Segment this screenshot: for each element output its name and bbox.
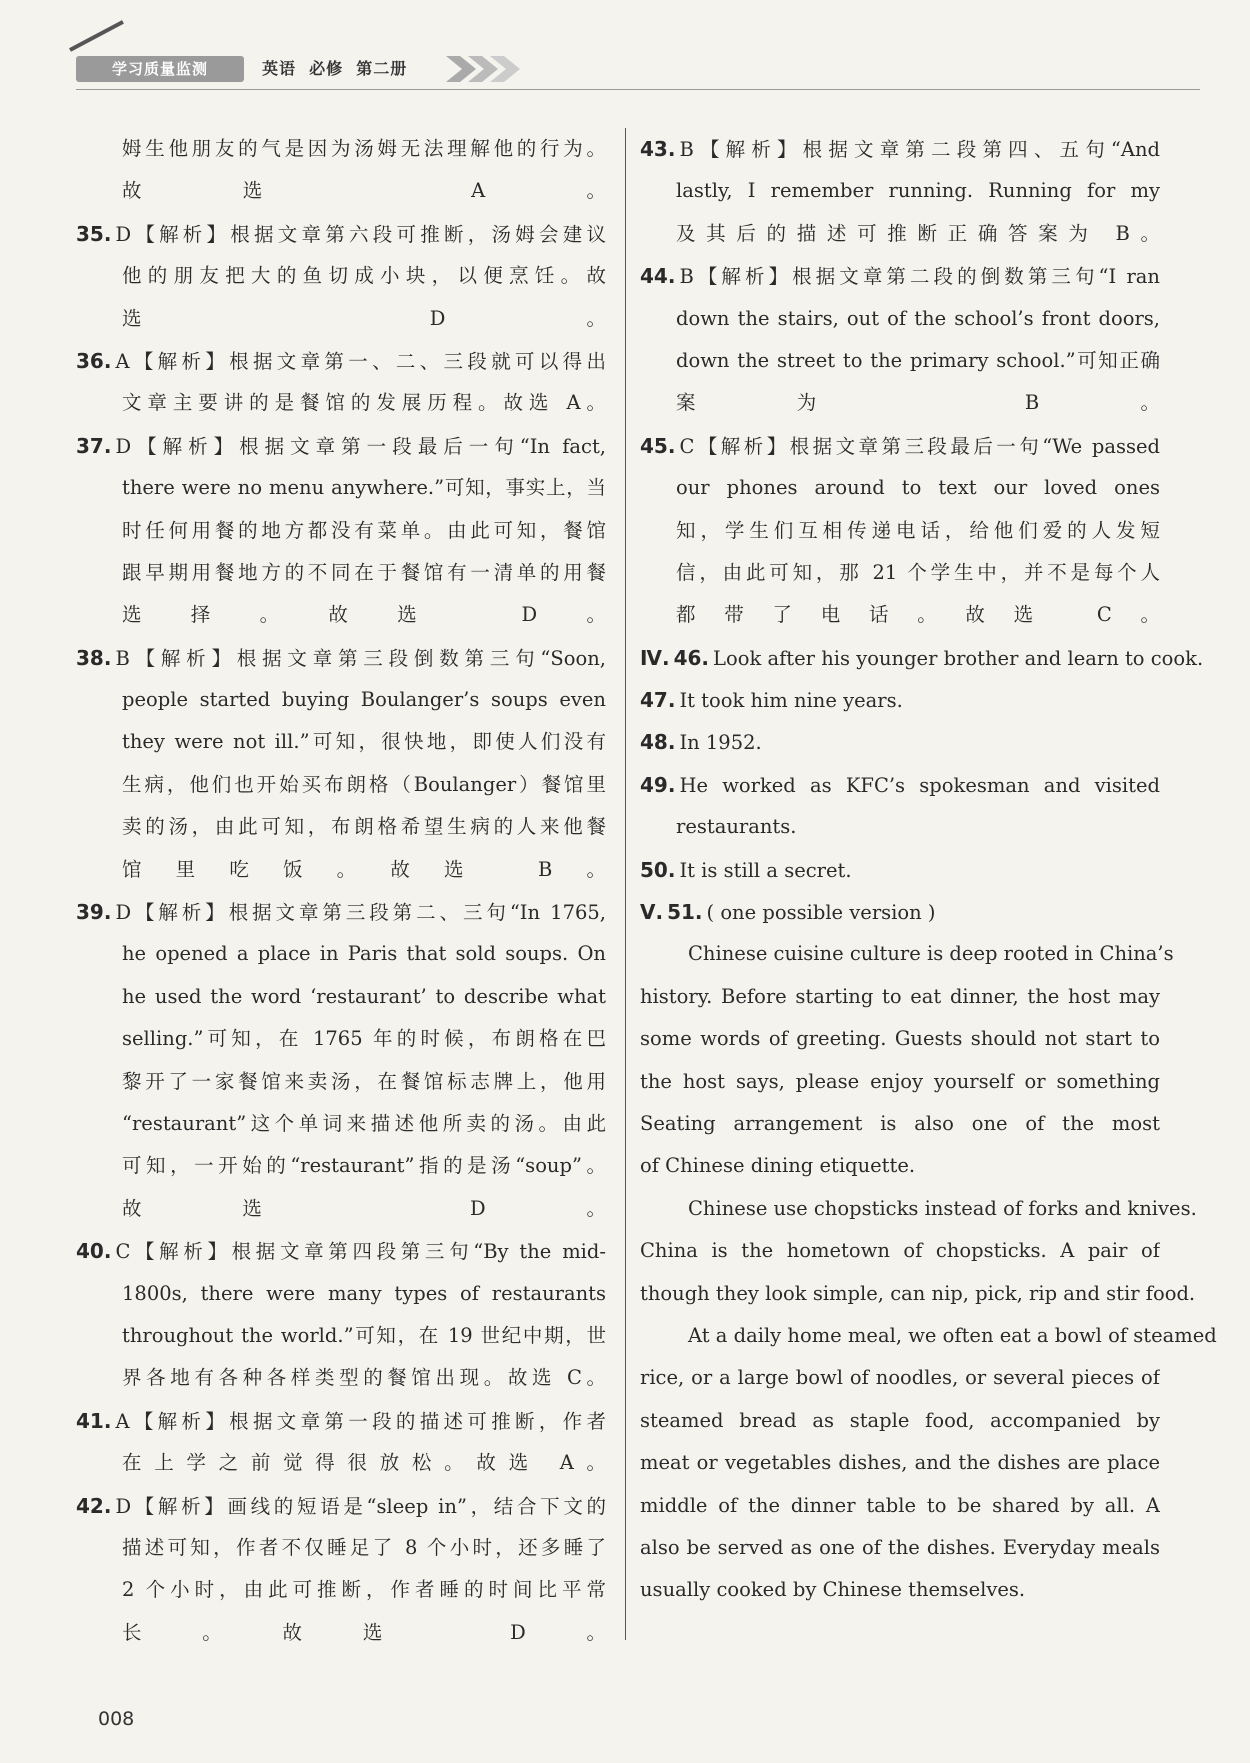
line-text: 文章主要讲的是餐馆的发展历程。故选 A。: [122, 391, 606, 415]
line-text: of Chinese dining etiquette.: [640, 1154, 916, 1178]
question-number: 47.: [640, 688, 676, 713]
answer-item: [640, 637, 1204, 679]
text-line: [76, 128, 606, 170]
text-line: [640, 467, 1160, 509]
line-text: D【解析】画线的短语是“sleep in”，结合下文的: [115, 1494, 606, 1518]
line-text: some words of greeting. Guests should not start to: [640, 1027, 1160, 1051]
line-text: he opened a place in Paris that sold soups. On: [122, 942, 606, 966]
line-text: A【解析】根据文章第一、二、三段就可以得出: [115, 349, 606, 373]
answer-item: [76, 425, 606, 467]
question-number: 51.: [667, 900, 703, 925]
text-line: [640, 1442, 1160, 1484]
line-text: 描述可知，作者不仅睡足了 8 个小时，还多睡了: [122, 1535, 606, 1559]
section-numeral: Ⅴ.: [640, 900, 664, 925]
line-text: He worked as KFC’s spokesman and visited: [679, 773, 1160, 797]
header-rule: [76, 89, 1200, 90]
text-line: [640, 1569, 1160, 1611]
line-text: China is the hometown of chopsticks. A pair of: [640, 1239, 1160, 1263]
text-line: [76, 382, 606, 424]
line-text: It took him nine years.: [679, 689, 903, 713]
line-text: 故选 A。: [122, 179, 606, 203]
line-text: selling.”可知，在 1765 年的时候，布朗格在巴: [122, 1027, 606, 1051]
text-line: [640, 1485, 1160, 1527]
text-line: [640, 552, 1160, 594]
line-text: 1800s, there were many types of restaurants: [122, 1281, 606, 1305]
question-number: 37.: [76, 433, 112, 458]
line-text: our phones around to text our loved ones: [676, 476, 1160, 500]
answer-item: [76, 637, 606, 679]
line-text: Look after his younger brother and learn to cook.: [713, 646, 1204, 670]
answer-item: [640, 891, 1160, 933]
line-text: 及其后的描述可推断正确答案为 B。: [676, 221, 1160, 245]
question-number: 41.: [76, 1408, 112, 1433]
line-text: steamed bread as staple food, accompanied by: [640, 1408, 1160, 1432]
line-text: Chinese cuisine culture is deep rooted in China’s: [688, 942, 1174, 966]
text-line: [640, 976, 1160, 1018]
line-text: history. Before starting to eat dinner, the host may: [640, 984, 1160, 1008]
answer-item: [640, 849, 1160, 891]
line-text: “restaurant”这个单词来描述他所卖的汤。由此: [122, 1111, 606, 1135]
answer-item: [640, 128, 1160, 170]
line-text: meat or vegetables dishes, and the dishes are place: [640, 1451, 1160, 1475]
line-text: Seating arrangement is also one of the most: [640, 1111, 1160, 1135]
line-text: D【解析】根据文章第六段可推断，汤姆会建议: [115, 222, 606, 246]
line-text: 选 D。: [122, 306, 606, 330]
question-number: 39.: [76, 900, 112, 925]
pencil-icon: [69, 20, 124, 52]
subject-title: 英语 必修 第二册: [262, 59, 408, 78]
line-text: 2 个小时，由此可推断，作者睡的时间比平常: [122, 1578, 606, 1602]
text-line: [76, 1103, 606, 1145]
line-text: 知，学生们互相传递电话，给他们爱的人发短: [676, 518, 1160, 542]
line-text: 案为 B。: [676, 391, 1160, 415]
question-number: 45.: [640, 433, 676, 458]
answer-item: [76, 1230, 606, 1272]
chevron-arrows-icon: [446, 56, 546, 82]
line-text: 信，由此可知，那 21 个学生中，并不是每个人: [676, 560, 1160, 584]
line-text: 在上学之前觉得很放松。故选 A。: [122, 1451, 606, 1475]
answer-item: [640, 679, 1160, 721]
text-line: [640, 1273, 1196, 1315]
question-number: 48.: [640, 730, 676, 755]
line-text: usually cooked by Chinese themselves.: [640, 1578, 1026, 1602]
text-line: [76, 1018, 606, 1060]
line-text: they were not ill.”可知，很快地，即使人们没有: [122, 730, 606, 754]
text-line: [640, 213, 1160, 255]
answer-item: [640, 764, 1160, 806]
question-number: 40.: [76, 1239, 112, 1264]
text-line: [76, 1569, 606, 1611]
line-text: B【解析】根据文章第三段倒数第三句“Soon,: [115, 646, 606, 670]
line-text: 黎开了一家餐馆来卖汤，在餐馆标志牌上，他用: [122, 1069, 606, 1093]
text-line: [640, 806, 1160, 848]
text-line: [76, 552, 606, 594]
series-badge: 学习质量监测: [76, 56, 244, 82]
text-line: [76, 679, 606, 721]
text-line: [76, 849, 606, 891]
line-text: A【解析】根据文章第一段的描述可推断，作者: [115, 1409, 606, 1433]
answer-item: [640, 255, 1160, 297]
line-text: though they look simple, can nip, pick, rip and stir food.: [640, 1281, 1196, 1305]
question-number: 42.: [76, 1493, 112, 1518]
question-number: 35.: [76, 221, 112, 246]
text-line: [640, 1315, 1217, 1357]
line-text: down the stairs, out of the school’s front doors,: [676, 306, 1160, 330]
text-line: [640, 1145, 1160, 1187]
text-line: [76, 1612, 606, 1654]
line-text: rice, or a large bowl of noodles, or several pieces of: [640, 1366, 1160, 1390]
text-line: [640, 1357, 1160, 1399]
line-text: C【解析】根据文章第三段最后一句“We passed: [679, 434, 1160, 458]
text-line: [76, 933, 606, 975]
line-text: 选择。故选 D。: [122, 603, 606, 627]
text-line: [640, 1527, 1160, 1569]
text-line: [640, 933, 1174, 975]
text-line: [76, 976, 606, 1018]
line-text: 跟早期用餐地方的不同在于餐馆有一清单的用餐: [122, 560, 606, 584]
line-text: 时任何用餐的地方都没有菜单。由此可知，餐馆: [122, 518, 606, 542]
text-line: [76, 1273, 606, 1315]
answer-item: [640, 721, 1160, 763]
line-text: D【解析】根据文章第三段第二、三句“In 1765,: [115, 901, 606, 925]
answer-item: [640, 425, 1160, 467]
line-text: 他的朋友把大的鱼切成小块，以便烹饪。故: [122, 264, 606, 288]
text-line: [640, 170, 1160, 212]
text-line: [76, 1527, 606, 1569]
text-line: [76, 1145, 606, 1187]
text-line: [640, 298, 1160, 340]
line-text: there were no menu anywhere.”可知，事实上，当: [122, 476, 606, 500]
line-text: 姆生他朋友的气是因为汤姆无法理解他的行为。: [122, 137, 606, 160]
line-text: throughout the world.”可知，在 19 世纪中期，世: [122, 1323, 606, 1347]
text-line: [640, 340, 1160, 382]
page-number: 008: [98, 1708, 135, 1730]
text-line: [640, 510, 1160, 552]
column-divider: [625, 128, 626, 1640]
line-text: also be served as one of the dishes. Everyday meals: [640, 1535, 1160, 1559]
line-text: B【解析】根据文章第二段的倒数第三句“I ran: [679, 265, 1160, 289]
line-text: restaurants.: [676, 815, 797, 839]
section-numeral: Ⅳ.: [640, 645, 670, 670]
left-column: [76, 128, 606, 1654]
text-line: [76, 594, 606, 636]
line-text: At a daily home meal, we often eat a bowl of steamed: [688, 1323, 1217, 1347]
question-number: 50.: [640, 857, 676, 882]
line-text: It is still a secret.: [679, 858, 852, 882]
line-text: people started buying Boulanger’s soups even: [122, 688, 606, 712]
question-number: 43.: [640, 137, 676, 161]
question-number: 44.: [640, 264, 676, 289]
text-line: [640, 1103, 1160, 1145]
text-line: [76, 1442, 606, 1484]
text-line: [76, 806, 606, 848]
page-header: [76, 48, 536, 88]
answer-item: [76, 213, 606, 255]
right-column: [640, 128, 1217, 1612]
line-text: Chinese use chopsticks instead of forks and knives.: [688, 1196, 1197, 1220]
answer-item: [76, 1485, 606, 1527]
line-text: 馆里吃饭。故选 B。: [122, 857, 606, 881]
text-line: [76, 764, 606, 806]
text-line: [640, 594, 1160, 636]
text-line: [640, 1018, 1160, 1060]
text-line: [76, 1061, 606, 1103]
text-line: [76, 298, 606, 340]
text-line: [76, 510, 606, 552]
text-line: [76, 1357, 606, 1399]
line-text: ( one possible version ): [706, 901, 936, 925]
line-text: In 1952.: [679, 731, 762, 755]
answer-item: [76, 340, 606, 382]
text-line: [640, 382, 1160, 424]
line-text: 生病，他们也开始买布朗格（Boulanger）餐馆里: [122, 772, 606, 796]
line-text: 故选 D。: [122, 1196, 606, 1220]
line-text: 界各地有各种各样类型的餐馆出现。故选 C。: [122, 1366, 606, 1390]
text-line: [76, 467, 606, 509]
text-line: [76, 255, 606, 297]
line-text: D【解析】根据文章第一段最后一句“In fact,: [115, 434, 606, 458]
text-line: [76, 170, 606, 212]
line-text: B【解析】根据文章第二段第四、五句“And: [679, 138, 1160, 161]
line-text: lastly, I remember running. Running for my: [676, 179, 1160, 203]
text-line: [76, 1315, 606, 1357]
question-number: 49.: [640, 772, 676, 797]
question-number: 46.: [673, 645, 710, 670]
answer-item: [76, 891, 606, 933]
answer-item: [76, 1400, 606, 1442]
line-text: 卖的汤，由此可知，布朗格希望生病的人来他餐: [122, 815, 606, 839]
line-text: he used the word ‘restaurant’ to describe what: [122, 984, 606, 1008]
line-text: 可知，一开始的“restaurant”指的是汤“soup”。: [122, 1154, 606, 1178]
text-line: [640, 1230, 1160, 1272]
line-text: 都带了电话。故选 C。: [676, 603, 1160, 627]
text-line: [76, 1188, 606, 1230]
text-line: [640, 1188, 1197, 1230]
line-text: down the street to the primary school.”可知正确: [676, 348, 1160, 372]
question-number: 38.: [76, 645, 112, 670]
line-text: the host says, please enjoy yourself or something: [640, 1069, 1160, 1093]
question-number: 36.: [76, 348, 112, 373]
line-text: C【解析】根据文章第四段第三句“By the mid-: [115, 1240, 606, 1264]
text-line: [640, 1400, 1160, 1442]
line-text: 长。故选 D。: [122, 1620, 606, 1644]
text-line: [76, 721, 606, 763]
line-text: middle of the dinner table to be shared by all. A: [640, 1493, 1160, 1517]
text-line: [640, 1061, 1160, 1103]
